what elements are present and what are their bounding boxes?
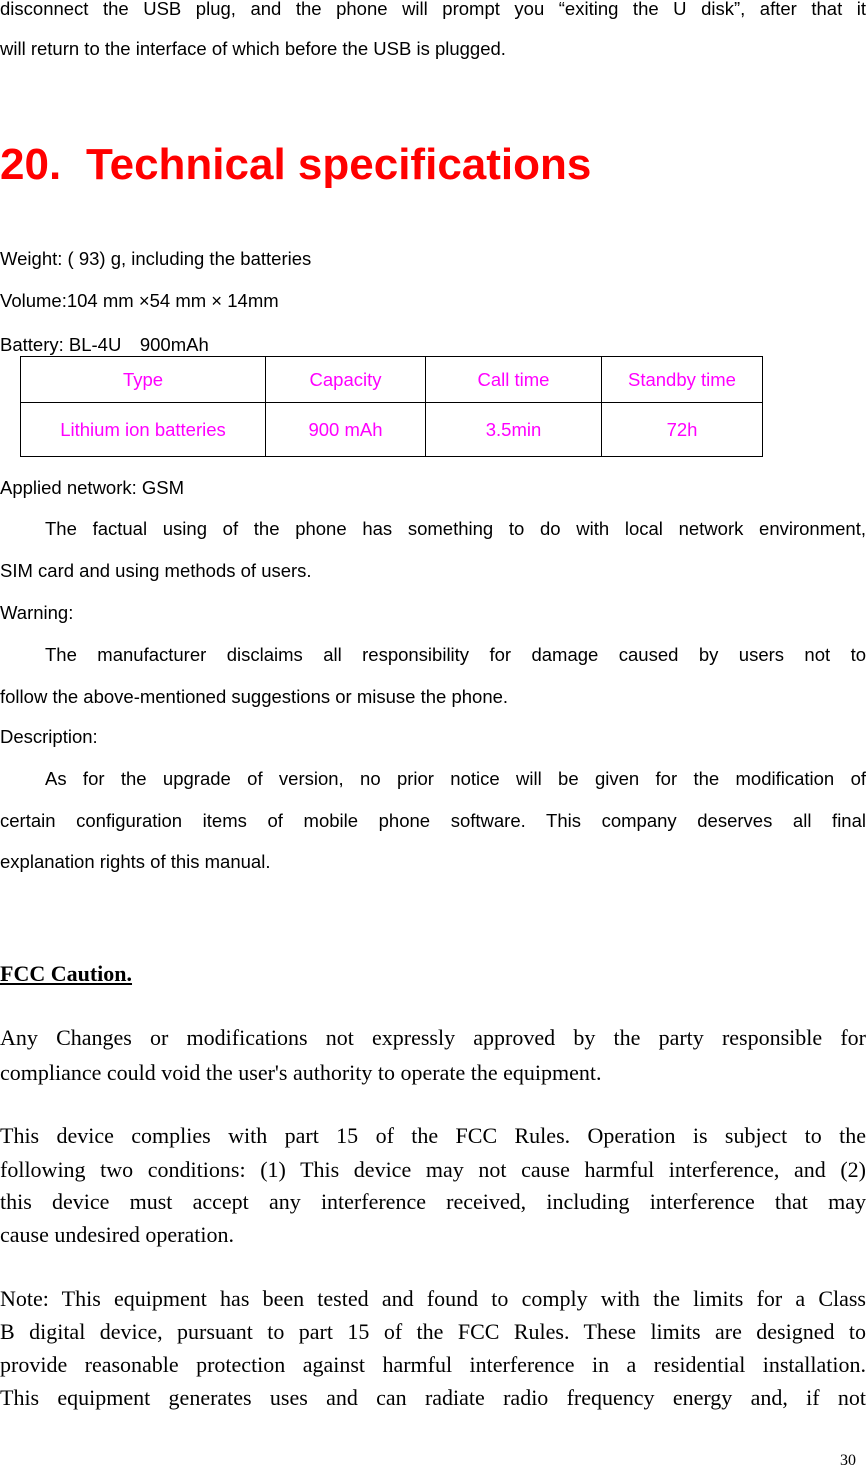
fcc-p3-line-2: B digital device, pursuant to part 15 of the FCC Rules. These limits are designed to: [0, 1319, 866, 1344]
warning-line-2: follow the above-mentioned suggestions or misuse the phone.: [0, 686, 509, 707]
fcc-p2-line-1: This device complies with part 15 of the FCC Rules. Operation is subject to the: [0, 1123, 866, 1148]
spec-battery: Battery: BL-4U 900mAh: [0, 334, 209, 355]
intro-line-2: will return to the interface of which before the USB is plugged.: [0, 38, 506, 59]
warning-label: Warning:: [0, 602, 74, 623]
network-line-1: The factual using of the phone has something to do with local network environment,: [45, 518, 866, 539]
intro-line-1: disconnect the USB plug, and the phone will prompt you “exiting the U disk”, after that it: [0, 0, 866, 19]
table-header-cell: Capacity: [266, 357, 426, 403]
section-title: [0, 140, 591, 190]
table-header-cell: Standby time: [602, 357, 763, 403]
table-cell: Lithium ion batteries: [21, 403, 266, 457]
table-header-cell: Type: [21, 357, 266, 403]
network-label: Applied network: GSM: [0, 477, 185, 498]
table-header-cell: Call time: [426, 357, 602, 403]
fcc-p3-line-1: Note: This equipment has been tested and found to comply with the limits for a Class: [0, 1286, 866, 1311]
fcc-p2-line-2: following two conditions: (1) This device may not cause harmful interference, and (2): [0, 1157, 866, 1182]
fcc-p1-line-2: compliance could void the user's authority to operate the equipment.: [0, 1060, 602, 1085]
network-line-2: SIM card and using methods of users.: [0, 560, 312, 581]
description-label: Description:: [0, 726, 98, 747]
table-cell: 900 mAh: [266, 403, 426, 457]
fcc-p1-line-1: Any Changes or modifications not expressly approved by the party responsible for: [0, 1025, 866, 1050]
description-line-2: certain configuration items of mobile phone software. This company deserves all final: [0, 810, 866, 831]
page-number: 30: [840, 1452, 856, 1469]
table-cell: 72h: [602, 403, 763, 457]
spec-weight: Weight: ( 93) g, including the batteries: [0, 248, 312, 269]
section-title-text: Technical specifications: [86, 140, 592, 189]
table-cell: 3.5min: [426, 403, 602, 457]
table-header-row: [21, 357, 763, 403]
fcc-p3-line-4: This equipment generates uses and can radiate radio frequency energy and, if not: [0, 1385, 866, 1410]
description-line-1: As for the upgrade of version, no prior notice will be given for the modification of: [45, 768, 866, 789]
fcc-p2-line-4: cause undesired operation.: [0, 1222, 234, 1247]
battery-table: [20, 356, 763, 457]
fcc-p2-line-3: this device must accept any interference received, including interference that may: [0, 1189, 866, 1214]
fcc-p3-line-3: provide reasonable protection against harmful interference in a residential installation.: [0, 1352, 866, 1377]
description-line-3: explanation rights of this manual.: [0, 851, 271, 872]
table-row: [21, 403, 763, 457]
fcc-heading: FCC Caution.: [0, 961, 133, 986]
spec-volume: Volume:104 mm ×54 mm × 14mm: [0, 290, 279, 311]
section-number: 20.: [0, 140, 62, 189]
warning-line-1: The manufacturer disclaims all responsibility for damage caused by users not to: [45, 644, 866, 665]
